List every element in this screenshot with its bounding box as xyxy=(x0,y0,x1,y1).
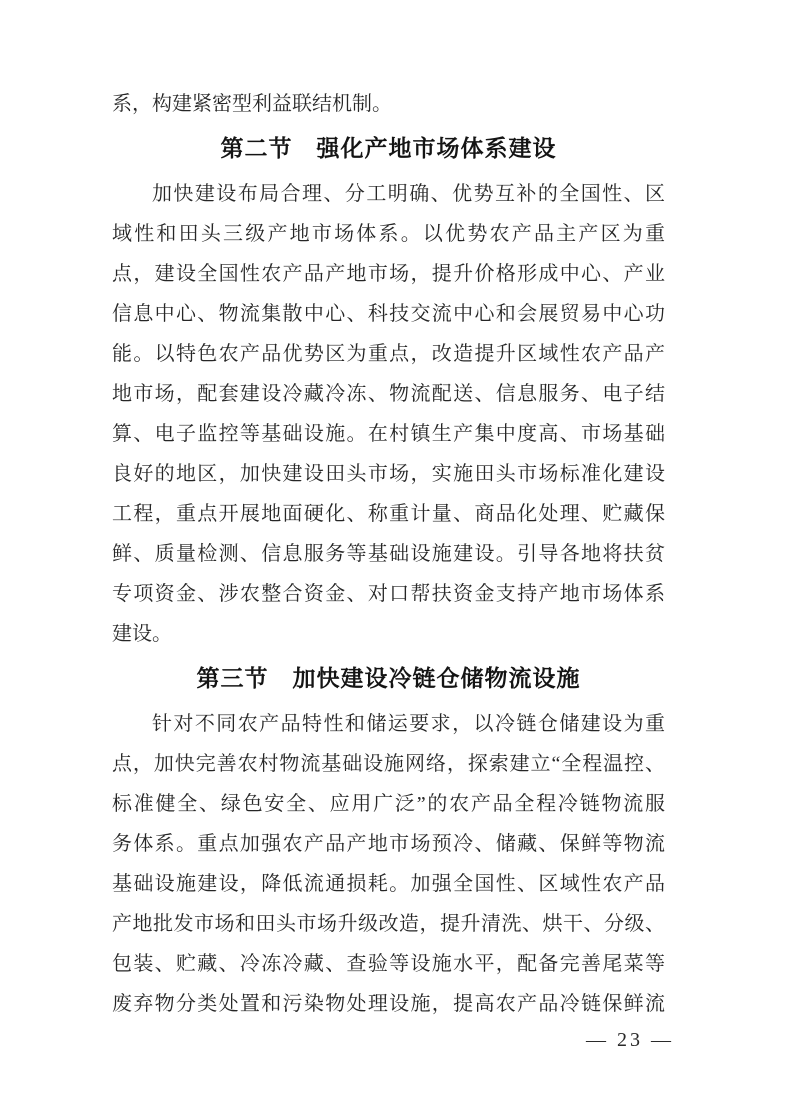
page-number: — 23 — xyxy=(586,1029,674,1051)
paragraph-line: 基础设施建设，降低流通损耗。加强全国性、区域性农产品 xyxy=(112,873,665,895)
paragraph-line: 产地批发市场和田头市场升级改造，提升清洗、烘干、分级、 xyxy=(112,913,665,935)
paragraph-line: 包装、贮藏、冷冻冷藏、查验等设施水平，配备完善尾菜等 xyxy=(112,953,665,975)
paragraph-line: 标准健全、绿色安全、应用广泛”的农产品全程冷链物流服 xyxy=(112,793,665,815)
paragraph-line: 地市场，配套建设冷藏冷冻、物流配送、信息服务、电子结 xyxy=(112,383,665,405)
paragraph xyxy=(112,704,665,1024)
continuation-line: 系，构建紧密型利益联结机制。 xyxy=(112,93,392,115)
paragraph-line: 废弃物分类处置和污染物处理设施，提高农产品冷链保鲜流 xyxy=(112,993,665,1015)
section-heading: 第二节 强化产地市场体系建设 xyxy=(220,136,557,161)
paragraph-line: 信息中心、物流集散中心、科技交流中心和会展贸易中心功 xyxy=(112,303,665,325)
paragraph-line: 域性和田头三级产地市场体系。以优势农产品主产区为重 xyxy=(112,223,665,245)
text-column xyxy=(112,84,665,1024)
paragraph-line: 良好的地区，加快建设田头市场，实施田头市场标准化建设 xyxy=(112,463,665,485)
section-heading: 第三节 加快建设冷链仓储物流设施 xyxy=(196,666,581,691)
paragraph-line: 算、电子监控等基础设施。在村镇生产集中度高、市场基础 xyxy=(112,423,665,445)
paragraph xyxy=(112,174,665,654)
paragraph-line: 工程，重点开展地面硬化、称重计量、商品化处理、贮藏保 xyxy=(112,503,665,525)
paragraph-line: 专项资金、涉农整合资金、对口帮扶资金支持产地市场体系 xyxy=(112,583,665,605)
paragraph-line: 鲜、质量检测、信息服务等基础设施建设。引导各地将扶贫 xyxy=(112,543,665,565)
paragraph-line: 能。以特色农产品优势区为重点，改造提升区域性农产品产 xyxy=(112,343,665,365)
paragraph-line: 点，建设全国性农产品产地市场，提升价格形成中心、产业 xyxy=(112,263,665,285)
paragraph-line: 针对不同农产品特性和储运要求，以冷链仓储建设为重 xyxy=(152,713,665,735)
paragraph-line: 务体系。重点加强农产品产地市场预冷、储藏、保鲜等物流 xyxy=(112,833,665,855)
paragraph-line: 建设。 xyxy=(112,623,172,645)
paragraph-line: 加快建设布局合理、分工明确、优势互补的全国性、区 xyxy=(152,183,665,205)
paragraph-line: 点，加快完善农村物流基础设施网络，探索建立“全程温控、 xyxy=(112,753,665,775)
